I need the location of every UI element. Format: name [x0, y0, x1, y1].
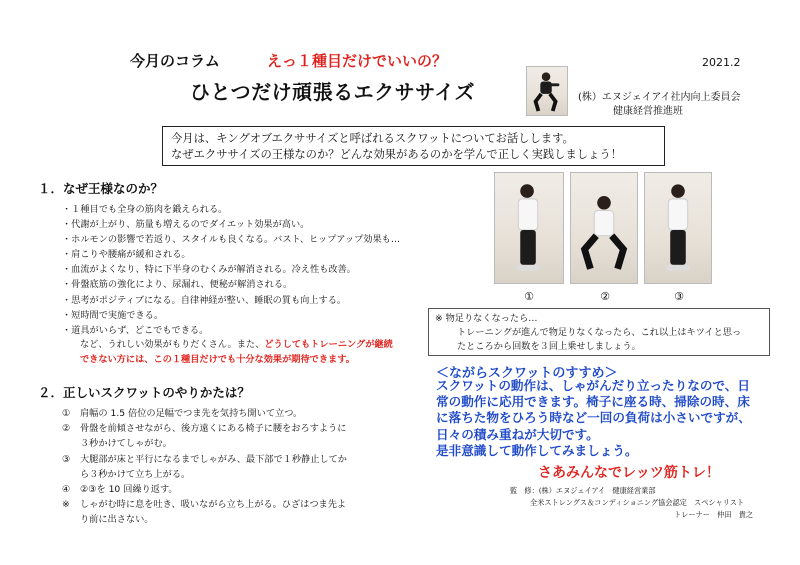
note-highlight: できない方には、この１種目だけでも十分な効果が期待できます。 — [80, 354, 355, 365]
supervisor-line: 監 修：(株）エヌジェイアイ 健康経営業部 — [510, 486, 656, 495]
person-standing-icon — [495, 173, 563, 283]
person-squat-icon — [527, 67, 567, 115]
header-squat-photo — [526, 66, 568, 116]
squat-photo-3 — [644, 172, 712, 284]
step-text: り前に出さない。 — [80, 514, 154, 526]
tips-line: 是非意識して動作してみましょう。 — [436, 442, 638, 458]
supervisor-line: 全米ストレングス＆コンディショニング協会認定 スペシャリスト — [530, 498, 745, 507]
slogan: さあみんなでレッツ筋トレ！ — [538, 465, 720, 481]
intro-box — [162, 126, 665, 166]
issue-date: 2021.2 — [702, 56, 741, 69]
note-title: ※ 物足りなくなったら… — [435, 313, 538, 324]
list-item: ・思考がポジティブになる。自律神経が整い、睡眠の質も向上する。 — [62, 294, 347, 306]
step-marker: ※ — [62, 499, 70, 511]
section-heading-howto: ２．正しいスクワットのやりかたは？ — [38, 385, 250, 400]
tips-line: 日々の積み重ねが大切です。 — [436, 426, 599, 442]
tips-body — [436, 378, 776, 459]
page-title: ひとつだけ頑張るエクササイズ — [190, 80, 475, 104]
note-text: トレーニングが進んで物足りなくなったら、これ以上はキツイと思っ — [457, 327, 742, 338]
squat-photo-1 — [494, 172, 564, 284]
column-label: 今月のコラム — [130, 52, 220, 70]
squat-photo-2 — [570, 172, 638, 284]
list-item: ・肩こりや腰痛が緩和される。 — [62, 249, 191, 261]
step-text: ３秒かけてしゃがむ。 — [80, 438, 172, 450]
step-item — [62, 406, 432, 421]
photo-label-3: ③ — [674, 290, 684, 303]
list-item: ・ホルモンの影響で若返り、スタイルも良くなる。バスト、ヒップアップ効果も… — [62, 234, 401, 246]
progression-note-box — [428, 308, 770, 356]
list-item: ・代謝が上がり、筋量も増えるのでダイエット効果が高い。 — [62, 219, 310, 231]
person-standing-icon — [645, 173, 711, 283]
tips-line: 常の動作に応用できます。椅子に座る時、掃除の時、床 — [436, 394, 750, 410]
intro-line: 今月は、キングオブエクササイズと呼ばれるスクワットについてお話しします。 — [171, 132, 574, 145]
person-squatting-icon — [571, 173, 637, 283]
list-item: ・道具がいらず、どこでもできる。 — [62, 324, 209, 336]
step-marker: ③ — [62, 453, 71, 465]
list-item: ・１種目でも全身の筋肉を鍛えられる。 — [62, 204, 228, 215]
photo-label-2: ② — [600, 290, 610, 303]
step-text: 骨盤を前傾させながら、後方遠くにある椅子に腰をおろすように — [80, 423, 347, 435]
step-text: しゃがむ時に息を吐き、吸いながら立ち上がる。ひざはつま先よ — [80, 499, 347, 511]
step-item — [62, 482, 432, 497]
steps-list — [62, 406, 432, 528]
list-item: ・骨盤底筋の強化により、尿漏れ、便秘が解消される。 — [62, 279, 293, 291]
note-highlight: どうしてもトレーニングが継続 — [264, 339, 393, 350]
photo-label-1: ① — [524, 290, 534, 303]
list-item: ・血流がよくなり、特に下半身のむくみが解消される。冷え性も改善。 — [62, 264, 356, 276]
step-marker: ④ — [62, 484, 71, 496]
benefits-list — [62, 202, 432, 338]
note-text: たところから回数を３回上乗せしましょう。 — [457, 341, 641, 352]
step-marker: ① — [62, 408, 71, 419]
section-heading-why: １．なぜ王様なのか？ — [38, 181, 164, 196]
tips-line: に落ちた物をひろう時など一回の負荷は小さいですが、 — [436, 410, 751, 426]
tips-line: スクワットの動作は、しゃがんだり立ったりなので、日 — [436, 378, 750, 393]
step-item — [62, 452, 432, 482]
intro-line: なぜエクササイズの王様なのか？どんな効果があるのかを学んで正しく実践しましょう！ — [171, 148, 622, 161]
organization: (株）エヌジェイアイ社内向上委員会 — [578, 92, 741, 103]
step-text: ら３秒かけて立ち上がる。 — [80, 468, 191, 480]
list-item: ・短時間で実施できる。 — [62, 309, 164, 321]
note-text: など、うれしい効果がもりだくさん。また、 — [80, 339, 265, 350]
step-text: ②③を 10 回繰り返す。 — [80, 484, 178, 496]
step-marker: ② — [62, 423, 71, 435]
step-item — [62, 497, 432, 527]
step-text: 大腿部が床と平行になるまでしゃがみ、最下部で１秒静止してか — [80, 453, 347, 465]
tips-heading: ＜ながらスクワットのすすめ＞ — [436, 366, 618, 381]
headline: えっ１種目だけでいいの？ — [267, 52, 448, 70]
department: 健康経営推進班 — [613, 106, 683, 117]
supervisor-line: トレーナー 仲田 貴之 — [674, 510, 754, 519]
benefits-note — [80, 337, 440, 352]
step-item — [62, 421, 432, 451]
step-text: 肩幅の 1.5 倍位の足幅でつま先を気持ち開いて立つ。 — [80, 408, 303, 419]
